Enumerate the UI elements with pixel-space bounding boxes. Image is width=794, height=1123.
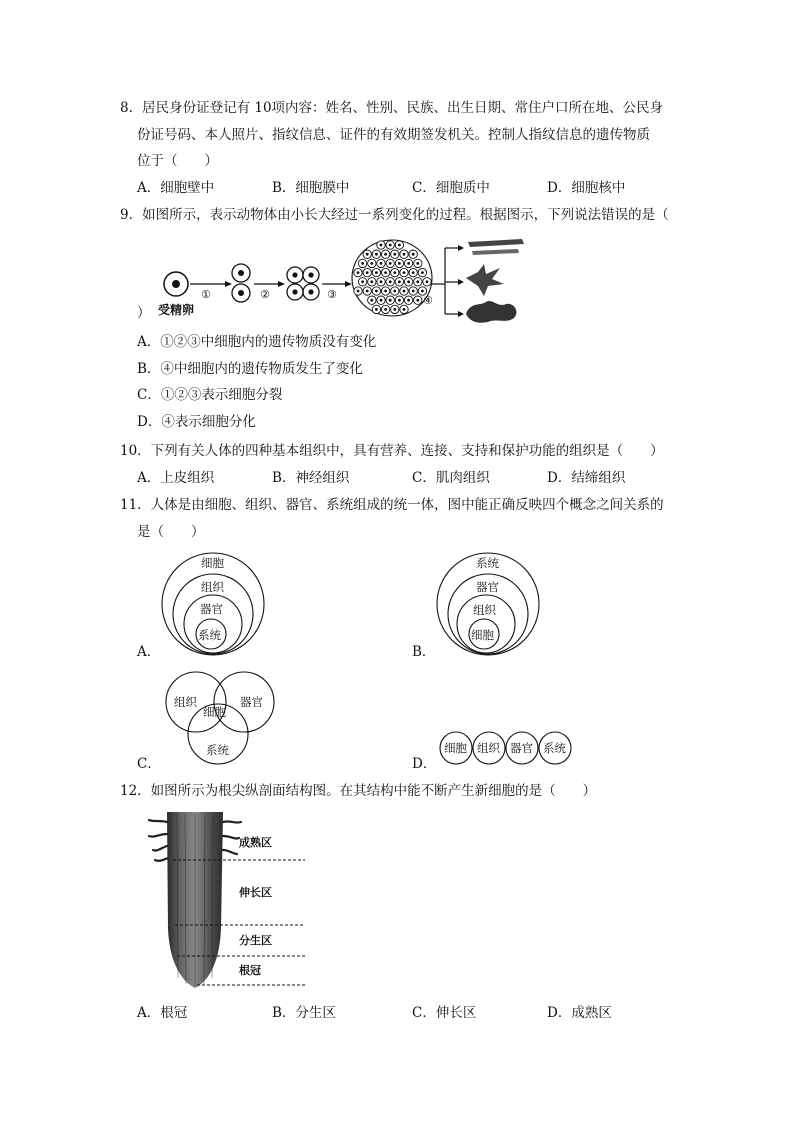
q9-stem-line1: 9．如图所示，表示动物体由小长大经过一系列变化的过程。根据图示，下列说法错误的是（ <box>120 207 669 223</box>
q9-muscle-tissue <box>468 239 524 255</box>
q9-nerve-cell <box>466 264 504 296</box>
q9-option-b: B．④中细胞内的遗传物质发生了变化 <box>137 361 363 377</box>
q12-zone-rootcap: 根冠 <box>239 964 261 977</box>
q8-stem-line3: 位于（ ） <box>137 153 218 169</box>
q9-connective-tissue <box>466 301 516 323</box>
q11-stem-line2: 是（ ） <box>137 524 205 540</box>
q11-option-b-letter: B． <box>412 644 436 660</box>
q9-label-zygote: 受精卵 <box>158 303 195 317</box>
q11-diagram-d <box>438 731 578 765</box>
q9-cell-mass <box>352 240 432 316</box>
q10-option-b: B．神经组织 <box>272 470 350 486</box>
q11b-label-tissue: 组织 <box>473 603 496 617</box>
q10-stem: 10．下列有关人体的四种基本组织中，具有营养、连接、支持和保护功能的组织是（ ） <box>120 443 664 459</box>
q10-option-c: C．肌肉组织 <box>412 470 490 486</box>
q9-stem-close: ） <box>137 305 151 321</box>
q10-option-d: D．结缔组织 <box>547 470 626 486</box>
q9-option-c: C．①②③表示细胞分裂 <box>137 387 283 403</box>
q12-zone-maturation: 成熟区 <box>239 836 272 849</box>
q9-step-3: ③ <box>327 288 337 301</box>
q11-option-a-letter: A． <box>137 644 161 660</box>
q11b-label-system: 系统 <box>476 556 499 570</box>
q12-root-tip-figure <box>145 808 315 998</box>
q10-option-a: A．上皮组织 <box>137 470 215 486</box>
q9-step-4: ④ <box>423 294 433 307</box>
q11b-label-cell: 细胞 <box>471 628 494 642</box>
q11-option-d-letter: D． <box>412 756 437 772</box>
q11c-label-tissue: 组织 <box>174 695 197 709</box>
q11a-label-tissue: 组织 <box>201 580 224 594</box>
q8-option-c: C．细胞质中 <box>412 180 490 196</box>
q12-option-b: B．分生区 <box>272 1005 336 1021</box>
q9-option-a: A．①②③中细胞内的遗传物质没有变化 <box>137 334 377 350</box>
q12-zone-elongation: 伸长区 <box>239 886 272 899</box>
q12-stem: 12．如图所示为根尖纵剖面结构图。在其结构中能不断产生新细胞的是（ ） <box>120 783 597 799</box>
q11a-label-organ: 器官 <box>200 602 223 616</box>
q11-diagram-a <box>160 550 270 660</box>
q11-option-c-letter: C． <box>137 756 161 772</box>
q11a-label-cell: 细胞 <box>201 556 224 570</box>
q11c-label-organ: 器官 <box>240 695 263 709</box>
q11a-label-system: 系统 <box>198 628 221 642</box>
q11-stem-line1: 11．人体是由细胞、组织、器官、系统组成的统一体，图中能正确反映四个概念之间关系的 <box>120 497 664 513</box>
q8-option-b: B．细胞膜中 <box>272 180 350 196</box>
q11d-label-organ: 器官 <box>510 741 533 755</box>
q11d-label-cell: 细胞 <box>444 741 467 755</box>
q11-diagram-b <box>435 550 545 660</box>
q8-option-d: D．细胞核中 <box>547 180 626 196</box>
q8-stem-line1: 8．居民身份证登记有 10项内容：姓名、性别、民族、出生日期、常住户口所在地、公民身 <box>120 100 664 116</box>
q12-zone-meristem: 分生区 <box>239 934 272 947</box>
q11d-label-system: 系统 <box>543 741 566 755</box>
q9-step-1: ① <box>201 288 211 301</box>
q12-option-a: A．根冠 <box>137 1005 188 1021</box>
q11d-label-tissue: 组织 <box>477 741 500 755</box>
q9-development-figure <box>140 232 530 324</box>
q12-option-d: D．成熟区 <box>547 1005 612 1021</box>
q12-option-c: C．伸长区 <box>412 1005 477 1021</box>
q11c-label-cell: 细胞 <box>203 705 226 719</box>
q8-stem-line2: 份证号码、本人照片、指纹信息、证件的有效期签发机关。控制人指纹信息的遗传物质 <box>137 127 650 143</box>
q11b-label-organ: 器官 <box>476 580 499 594</box>
q9-option-d: D．④表示细胞分化 <box>137 414 256 430</box>
q8-option-a: A．细胞壁中 <box>137 180 215 196</box>
q9-step-2: ② <box>260 288 270 301</box>
q11c-label-system: 系统 <box>206 743 229 757</box>
q11-diagram-c <box>160 668 280 768</box>
